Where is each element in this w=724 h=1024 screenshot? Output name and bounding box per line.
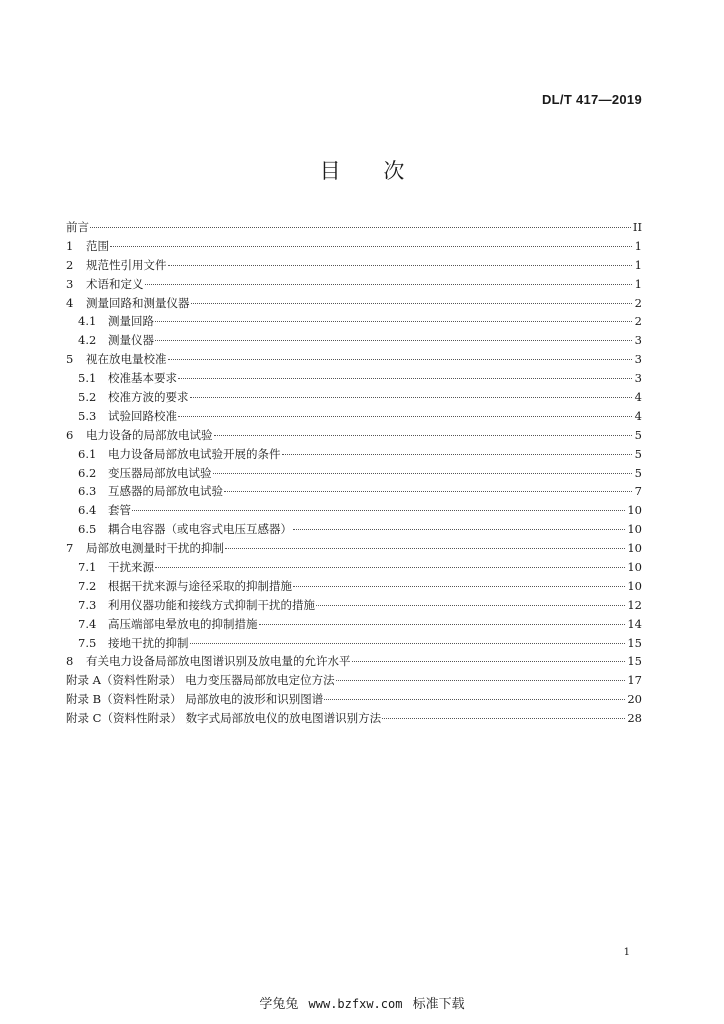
toc-entry[interactable] [66,332,642,351]
toc-entry-number: 6 [66,427,74,442]
toc-entry-number: 8 [66,654,74,669]
toc-leader-dots [145,284,633,285]
toc-leader-dots [224,491,632,492]
toc-entry-number: 5 [66,352,74,367]
toc-leader-dots [190,643,626,644]
toc-entry-number: 5.2 [78,390,97,405]
toc-entry[interactable] [66,521,642,540]
toc-entry-title: 附录 A（资料性附录） 电力变压器局部放电定位方法 [66,673,335,688]
toc-entry[interactable] [66,502,642,521]
toc-entry[interactable] [66,408,642,427]
toc-entry-number: 5.3 [78,408,97,423]
toc-entry-title: 前言 [66,220,89,234]
toc-leader-dots [282,454,633,455]
toc-entry-number: 1 [66,238,74,253]
toc-leader-dots [352,661,626,662]
toc-entry-page: II [632,220,642,234]
toc-entry[interactable] [66,578,642,597]
toc-entry-number: 6.4 [78,503,97,518]
toc-entry[interactable] [66,540,642,559]
toc-entry[interactable] [66,710,642,729]
toc-entry[interactable] [66,446,642,465]
toc-leader-dots [259,624,626,625]
toc-entry-number: 5.1 [78,371,97,386]
toc-entry-number: 4.1 [78,314,97,329]
toc-entry-title: 根据干扰来源与途径采取的抑制措施 [108,578,292,593]
toc-leader-dots [168,265,633,266]
toc-entry[interactable] [66,389,642,408]
toc-entry-number: 7.4 [78,616,97,631]
toc-entry-page: 3 [634,352,642,367]
toc-entry-page: 7 [634,484,642,499]
footer-url[interactable]: www.bzfxw.com [308,997,403,1011]
toc-leader-dots [225,548,625,549]
toc-entry[interactable] [66,238,642,257]
toc-leader-dots [168,359,633,360]
toc-leader-dots [214,435,633,436]
toc-entry-page: 1 [634,276,642,291]
standard-code: DL/T 417—2019 [541,92,642,107]
toc-entry-page: 1 [634,238,642,253]
toc-entry-page: 5 [634,446,642,461]
toc-entry-title: 接地干扰的抑制 [108,635,189,650]
toc-leader-dots [155,340,632,341]
toc-entry[interactable] [66,653,642,672]
toc-entry-number: 7 [66,541,74,556]
toc-entry-title: 测量回路和测量仪器 [86,295,190,310]
toc-entry-number: 4.2 [78,333,97,348]
toc-leader-dots [155,321,632,322]
toc-entry-page: 28 [627,711,642,726]
toc-entry-number: 7.2 [78,578,97,593]
toc-entry-title: 校准基本要求 [108,371,177,386]
toc-leader-dots [191,303,633,304]
toc-entry-title: 干扰来源 [108,560,154,575]
toc-entry[interactable] [66,483,642,502]
toc-leader-dots [90,227,631,228]
toc-entry-number: 7.5 [78,635,97,650]
toc-entry-title: 套管 [108,503,131,518]
toc-entry[interactable] [66,672,642,691]
toc-entry-number: 3 [66,276,74,291]
toc-entry-number: 7.3 [78,597,97,612]
toc-entry-page: 10 [627,560,642,575]
toc-entry-number: 6.5 [78,522,97,537]
toc-entry-page: 10 [627,503,642,518]
toc-entry-page: 15 [627,635,642,650]
toc-entry-page: 14 [627,616,642,631]
toc-entry[interactable] [66,370,642,389]
toc-entry-page: 3 [634,333,642,348]
toc-entry-title: 试验回路校准 [108,408,177,423]
toc-entry-title: 范围 [86,238,109,253]
toc-entry[interactable] [66,219,642,238]
toc-entry[interactable] [66,276,642,295]
toc-entry-title: 电力设备局部放电试验开展的条件 [108,446,281,461]
toc-leader-dots [190,397,633,398]
toc-entry[interactable] [66,559,642,578]
toc-entry[interactable] [66,691,642,710]
toc-entry-page: 3 [634,371,642,386]
toc-leader-dots [382,718,625,719]
toc-entry-number: 2 [66,257,74,272]
toc-leader-dots [178,416,632,417]
toc-entry[interactable] [66,465,642,484]
toc-entry-title: 术语和定义 [86,276,144,291]
page-title: 目 次 [319,159,405,183]
toc-entry[interactable] [66,635,642,654]
footer-tagline: 标准下载 [412,997,465,1012]
toc-entry-title: 有关电力设备局部放电图谱识别及放电量的允许水平 [86,654,351,669]
toc-entry-title: 变压器局部放电试验 [108,465,212,480]
toc-leader-dots [336,680,626,681]
toc-entry-page: 4 [634,408,642,423]
toc-entry-page: 20 [627,692,642,707]
toc-leader-dots [293,529,625,530]
toc-entry-title: 电力设备的局部放电试验 [86,427,213,442]
toc-entry[interactable] [66,295,642,314]
toc-entry-title: 附录 C（资料性附录） 数字式局部放电仪的放电图谱识别方法 [66,711,382,726]
toc-leader-dots [213,473,633,474]
toc-entry-title: 附录 B（资料性附录） 局部放电的波形和识别图谱 [66,692,324,707]
toc-entry-page: 4 [634,390,642,405]
toc-entry-number: 7.1 [78,560,97,575]
toc-entry-page: 5 [634,465,642,480]
toc-entry-page: 17 [627,673,642,688]
toc-entry[interactable] [66,616,642,635]
toc-leader-dots [316,605,625,606]
toc-entry-number: 4 [66,295,74,310]
toc-entry[interactable] [66,257,642,276]
toc-entry-page: 10 [627,522,642,537]
toc-entry-title: 耦合电容器（或电容式电压互感器） [108,522,292,537]
toc-entry[interactable] [66,351,642,370]
toc-entry-page: 2 [634,314,642,329]
toc-entry-title: 测量回路 [108,314,154,329]
toc-leader-dots [132,510,625,511]
toc-entry-number: 6.3 [78,484,97,499]
page-number: 1 [623,947,630,958]
toc-entry[interactable] [66,313,642,332]
toc-entry-number: 6.2 [78,465,97,480]
toc-entry-title: 视在放电量校准 [86,352,167,367]
toc-leader-dots [178,378,632,379]
toc-entry-page: 10 [627,578,642,593]
footer-site-name: 学兔兔 [259,997,299,1012]
toc-entry[interactable] [66,427,642,446]
toc-leader-dots [110,246,632,247]
footer-watermark [0,993,724,1012]
toc-entry-title: 高压端部电晕放电的抑制措施 [108,616,258,631]
toc-entry-title: 校准方波的要求 [108,390,189,405]
toc-entry-page: 1 [634,257,642,272]
toc-leader-dots [155,567,625,568]
table-of-contents [66,219,642,729]
toc-leader-dots [324,699,625,700]
toc-entry-page: 2 [634,295,642,310]
toc-entry-page: 12 [627,597,642,612]
toc-entry-title: 利用仪器功能和接线方式抑制干扰的措施 [108,597,315,612]
toc-entry-page: 15 [627,654,642,669]
toc-entry[interactable] [66,597,642,616]
toc-entry-title: 局部放电测量时干扰的抑制 [86,541,224,556]
toc-entry-title: 互感器的局部放电试验 [108,484,223,499]
toc-leader-dots [293,586,625,587]
toc-entry-title: 规范性引用文件 [86,257,167,272]
toc-entry-page: 10 [627,541,642,556]
toc-entry-title: 测量仪器 [108,333,154,348]
toc-entry-page: 5 [634,427,642,442]
toc-entry-number: 6.1 [78,446,97,461]
